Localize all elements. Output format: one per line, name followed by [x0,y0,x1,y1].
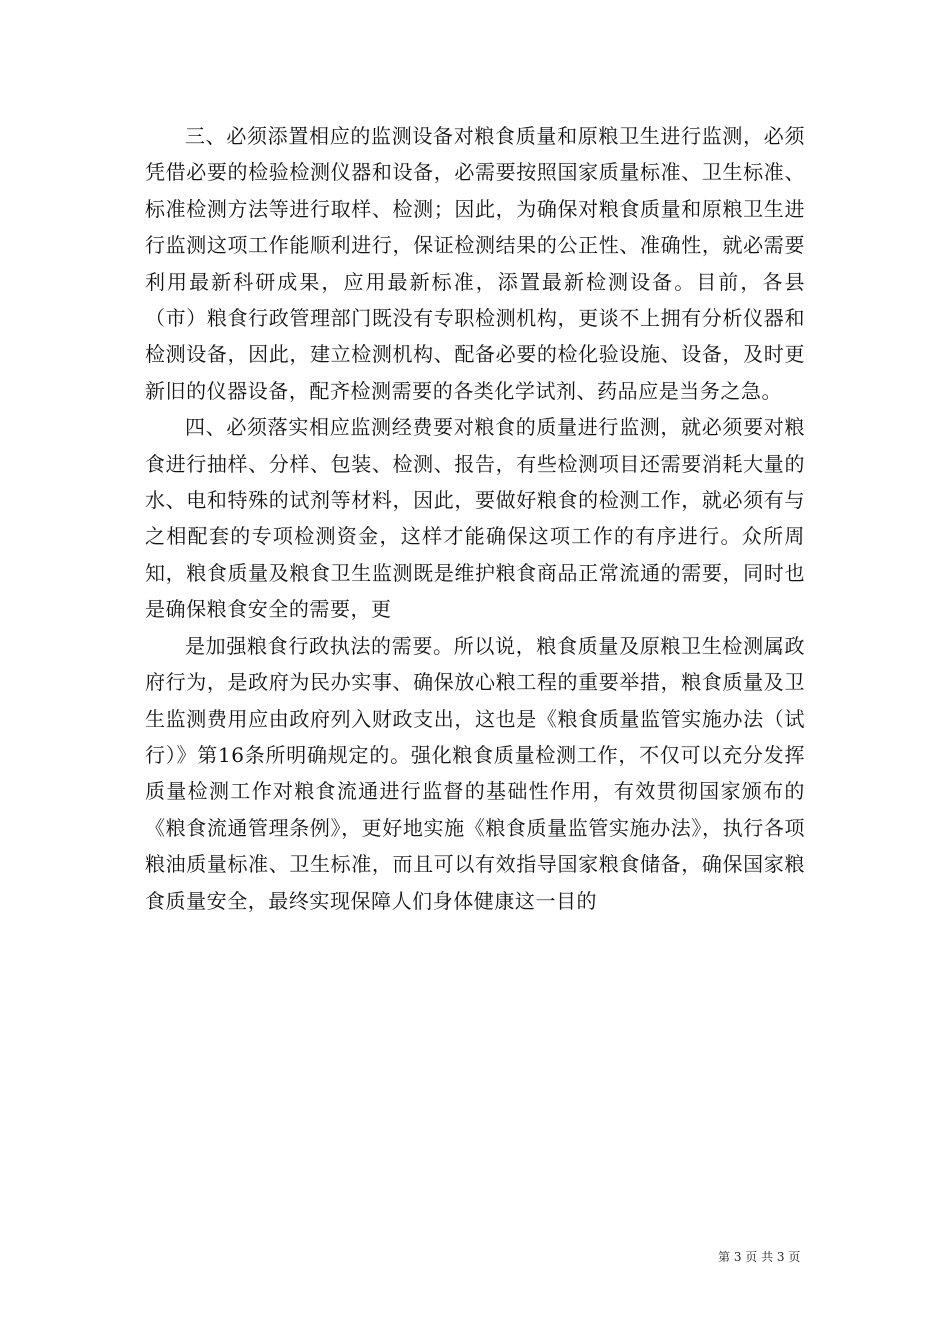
paragraph-law-enforcement: 是加强粮食行政执法的需要。所以说，粮食质量及原粮卫生检测属政府行为，是政府为民办实事、确保放心粮工程的重要举措，粮食质量及卫生监测费用应由政府列入财政支出，这也是《粮食质量监管实施办法（试行）》第16条所明确规定的。强化粮食质量检测工作，不仅可以充分发挥质量检测工作对粮食流通进行监督的基础性作用，有效贯彻国家颁布的《粮食流通管理条例》，更好地实施《粮食质量监管实施办法》，执行各项粮油质量标准、卫生标准，而且可以有效指导国家粮食储备，确保国家粮食质量安全，最终实现保障人们身体健康这一目的 [145,633,805,913]
paragraph-equipment: 三、必须添置相应的监测设备对粮食质量和原粮卫生进行监测，必须凭借必要的检验检测仪器和设备，必需要按照国家质量标准、卫生标准、标准检测方法等进行取样、检测；因此，为确保对粮食质量和原粮卫生进行监测这项工作能顺利进行，保证检测结果的公正性、准确性，就必需要利用最新科研成果，应用最新标准，添置最新检测设备。目前，各县（市）粮食行政管理部门既没有专职检测机构，更谈不上拥有分析仪器和检测设备，因此，建立检测机构、配备必要的检化验设施、设备，及时更新旧的仪器设备，配齐检测需要的各类化学试剂、药品应是当务之急。 [145,124,805,403]
paragraph-funding: 四、必须落实相应监测经费要对粮食的质量进行监测，就必须要对粮食进行抽样、分样、包装、检测、报告，有些检测项目还需要消耗大量的水、电和特殊的试剂等材料，因此，要做好粮食的检测工作，就必须有与之相配套的专项检测资金，这样才能确保这项工作的有序进行。众所周知，粮食质量及粮食卫生监测既是维护粮食商品正常流通的需要，同时也是确保粮食安全的需要，更 [145,415,805,622]
document-body [145,118,805,919]
page-number: 第 3 页 共 3 页 [718,1250,801,1264]
